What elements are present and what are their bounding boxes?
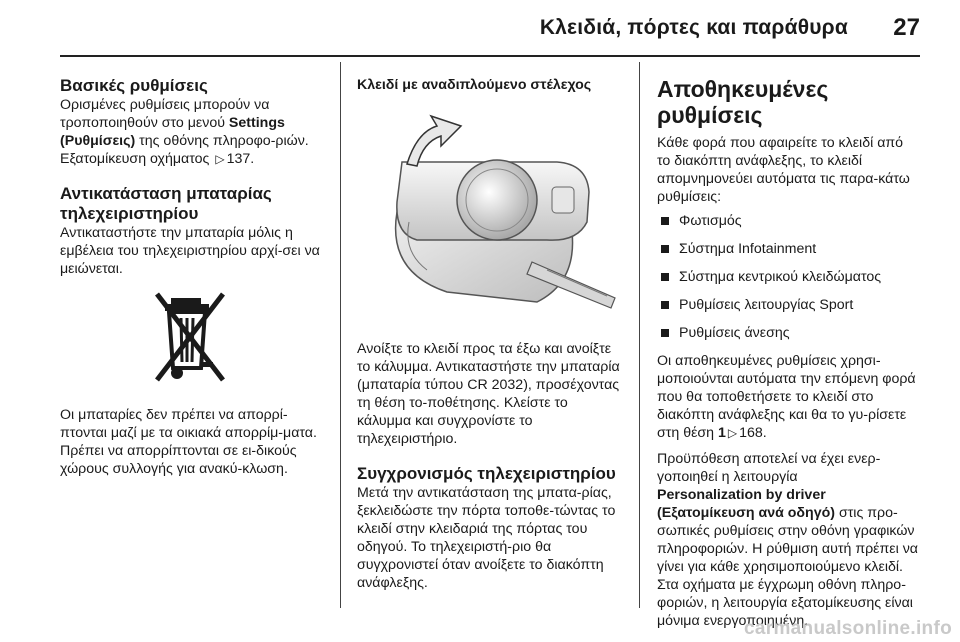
column-left	[60, 76, 322, 478]
heading-battery-replacement: Αντικατάσταση μπαταρίας τηλεχειριστηρίου	[60, 184, 272, 223]
paragraph-stored-usage	[657, 352, 919, 442]
column-divider-left	[340, 62, 341, 608]
paragraph-prerequisite: Προϋπόθεση αποτελεί να έχει ενερ-γοποιηθεί η λειτουργία	[657, 451, 881, 485]
list-item	[657, 296, 919, 314]
list-item	[657, 212, 919, 230]
list-item-label: Φωτισμός	[679, 213, 742, 229]
paragraph-stored-intro: Κάθε φορά που αφαιρείτε το κλειδί από το διακόπτη ανάφλεξης, το κλειδί απομνημονεύει αυτόματα τις παρα-κάτω ρυθμίσεις:	[657, 135, 910, 205]
settings-text-b: της οθόνης πληροφο-ριών. Εξατομίκευση οχήματος	[60, 133, 309, 167]
paragraph-recycling: Οι μπαταρίες δεν πρέπει να απορρί-πτονται μαζί με τα οικιακά απορρίμ-ματα. Πρέπει να απορρίπτονται σε ει-δικούς χώρους συλλογής για ανακύ-κλωση.	[60, 407, 317, 477]
list-item	[657, 324, 919, 342]
paragraph-settings	[60, 96, 322, 168]
paragraph-battery: Αντικαταστήστε την μπαταρία μόλις η εμβέλεια του τηλεχειριστηρίου αρχί-σει να μειώνεται.	[60, 225, 320, 277]
stored-settings-list	[657, 212, 919, 342]
bullet-square-icon	[661, 273, 669, 281]
settings-text-a: Ορισμένες ρυθμίσεις μπορούν να τροποποιηθούν στο μενού	[60, 97, 270, 131]
bullet-square-icon	[661, 245, 669, 253]
paragraph-sync: Μετά την αντικατάσταση της μπατα-ρίας, ξεκλειδώστε την πόρτα τοποθε-τώντας το κλειδί στην κλειδαριά της πόρτας του οδηγού. Το τηλεχειριστή-ριο θα συγχρονιστεί όταν ανοίξετε το διακόπτη ανάφλεξης.	[357, 485, 616, 591]
bullet-square-icon	[661, 301, 669, 309]
personalization-text: στις προ-σωπικές ρυθμίσεις στην οθόνη γραφικών πληροφοριών. Η ρύθμιση αυτή πρέπει να γίνει για κάθε χρησιμοποιούμενο κλειδί. Στα οχήματα με έγχρωμη οθόνη πληρο-φοριών, η λειτουργία εξατομίκευσης είναι μόνιμα ενεργοποιημένη.	[657, 505, 919, 629]
column-divider-right	[639, 62, 640, 608]
page-ref-arrow-icon: ▷	[727, 426, 738, 440]
chapter-title: Κλειδιά, πόρτες και παράθυρα	[539, 16, 848, 39]
header-divider	[60, 55, 920, 57]
column-middle	[357, 76, 621, 592]
watermark: carmanualsonline.info	[744, 618, 952, 639]
crossed-out-bin-icon	[153, 292, 229, 388]
heading-basic-settings: Βασικές ρυθμίσεις	[60, 76, 208, 95]
usage-text: Οι αποθηκευμένες ρυθμίσεις χρησι-μοποιούνται αυτόματα την επόμενη φορά που θα τοποθετήσετε το κλειδί στο διακόπτη ανάφλεξης και θα το γυ-ρίσετε στη θέση	[657, 353, 916, 441]
heading-sync-remote: Συγχρονισμός τηλεχειριστηρίου	[357, 464, 616, 483]
list-item-label: Ρυθμίσεις λειτουργίας Sport	[679, 297, 854, 313]
list-item	[657, 268, 919, 286]
list-item	[657, 240, 919, 258]
list-item-label: Σύστημα Infotainment	[679, 241, 817, 257]
page-number: 27	[893, 14, 920, 41]
heading-folding-key: Κλειδί με αναδιπλούμενο στέλεχος	[357, 77, 592, 93]
personalization-setting-name: Personalization by driver (Εξατομίκευση ανά οδηγό)	[657, 487, 835, 521]
column-right	[657, 76, 919, 630]
paragraph-folding-key: Ανοίξτε το κλειδί προς τα έξω και ανοίξτε το κάλυμμα. Αντικαταστήστε την μπαταρία (μπαταρία τύπου CR 2032), προσέχοντας τη θέση το-ποθέτησης. Κλείστε το κάλυμμα και συγχρονίστε το τηλεχειριστήριο.	[357, 341, 620, 447]
paragraph-personalization	[657, 486, 919, 630]
list-item-label: Σύστημα κεντρικού κλειδώματος	[679, 269, 882, 285]
heading-stored-settings: Αποθηκευμένες ρυθμίσεις	[657, 76, 829, 128]
settings-page-ref: 137.	[226, 151, 255, 167]
settings-menu-name: Settings (Ρυθμίσεις)	[60, 115, 285, 149]
folding-key-illustration	[357, 102, 621, 322]
page-ref-arrow-icon: ▷	[215, 152, 225, 166]
ignition-position: 1	[718, 425, 726, 441]
usage-page-ref: 168.	[739, 425, 767, 441]
list-item-label: Ρυθμίσεις άνεσης	[679, 325, 790, 341]
bullet-square-icon	[661, 329, 669, 337]
bullet-square-icon	[661, 217, 669, 225]
